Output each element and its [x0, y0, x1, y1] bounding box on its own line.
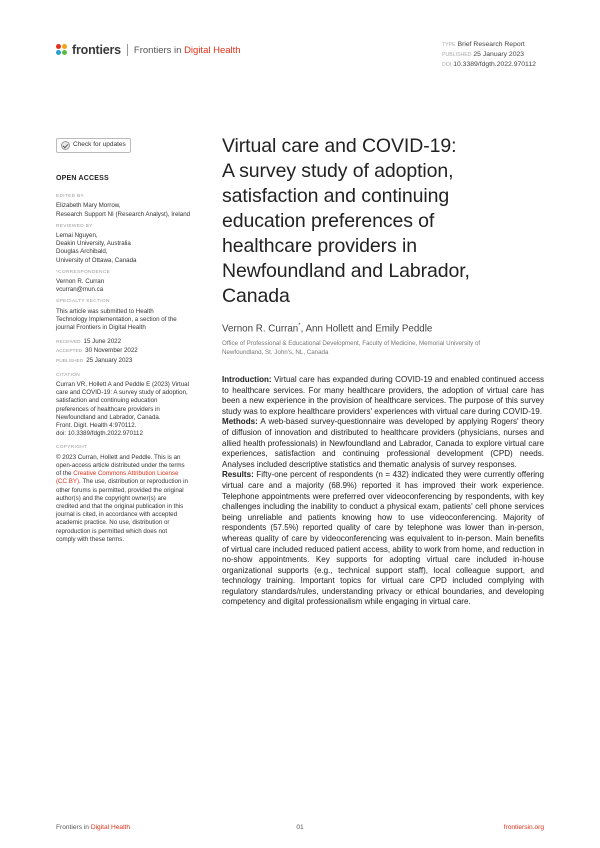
logo-divider: [127, 44, 128, 56]
journal-name: Frontiers in Digital Health: [133, 44, 241, 56]
journal-logo[interactable]: [56, 43, 241, 57]
published-date: PUBLISHED 25 January 2023: [56, 356, 133, 364]
citation-section: CITATION Curran VR, Hollett A and Peddle E (2023) Virtual care and COVID-19: A survey study of adoption, satisfaction and continuing education preferences of healthcare providers in Newfoundland and Labrador, Canada. Front. Digit. Health 4:970112. doi: 10.3389/fdgth.2022.970112: [56, 372, 214, 439]
abstract: [222, 375, 544, 608]
footer-journal[interactable]: Frontiers in Digital Health: [56, 824, 131, 831]
page-number: 01: [296, 824, 304, 831]
reviewed-by-section: REVIEWED BY Lemai Nguyen, Deakin University, Australia Douglas Archibald, University of Ottawa, Canada: [56, 223, 137, 264]
specialty-section: SPECIALTY SECTION This article was submitted to Health Technology Implementation, a section of the journal Frontiers in Digital Health: [56, 299, 177, 332]
frontiers-logo-icon: [56, 44, 68, 56]
meta-published: PUBLISHED 25 January 2023: [442, 51, 525, 58]
open-access-label: OPEN ACCESS: [56, 175, 109, 182]
correspondence-email[interactable]: vcurran@mun.ca: [56, 286, 104, 294]
footer-site-link[interactable]: frontiersin.org: [503, 824, 544, 831]
abstract-methods: Methods: A web-based survey-questionnaire was developed by applying Rogers' theory of diffusion of innovation and distributed to healthcare providers (physicians, nurses and allied health professionals) in Newfoundland and Labrador, Canada to explore virtual care experiences, satisfaction and continuing professional development (CPD) needs. Analyses included descriptive statistics and thematic analysis of survey responses.: [222, 417, 544, 469]
accepted-date: ACCEPTED 30 November 2022: [56, 347, 138, 355]
article-title: Virtual care and COVID-19: A survey study of adoption, satisfaction and continuing education preferences of healthcare providers in Newfoundland and Labrador, Canada: [222, 135, 470, 307]
affiliation: Office of Professional & Educational Development, Faculty of Medicine, Memorial University of Newfoundland, St. John's, NL, Canada: [222, 340, 481, 356]
abstract-results: Results: Fifty-one percent of respondents (n = 432) indicated they were currently offering virtual care and a majority (68.9%) reported it has improved their work experience. Telephone appointments were preferred over videoconferencing by respondents, with key challenges including the inability to conduct a physical exam, patients' cell phone services being unreliable and patients knowing how to use videoconferencing. Majority of respondents (57.5%) reported quality of care by telephone was lower than in-person, whereas quality of care by videoconferencing was equivalent to in-person. Main benefits of virtual care included reduced patient access, ability to work from home, and reduction in no-show appointments. Key supports for adopting virtual care included in-house organizational supports (e.g., technical support staff), local colleague support, and technology training. Important topics for virtual care CPD included complying with regulatory standards/rules, understanding privacy or ethical boundaries, and developing competency and digital professionalism while engaging in virtual care.: [222, 470, 544, 607]
author-list: Vernon R. Curran*, Ann Hollett and Emily Peddle: [222, 323, 433, 335]
copyright-section: COPYRIGHT © 2023 Curran, Hollett and Peddle. This is an open-access article distributed under the terms of the Creative Commons Attribution License (CC BY). The use, distribution or reproduction in other forums is permitted, provided the original author(s) and the copyright owner(s) are credited and that the original publication in this journal is cited, in accordance with accepted academic practice. No use, distribution or reproduction is permitted which does not comply with these terms.: [56, 445, 188, 543]
brand-name: frontiers: [72, 43, 121, 57]
article-heading: [222, 134, 542, 357]
abstract-introduction: Introduction: Virtual care has expanded during COVID-19 and enabled continued access to healthcare services. For many healthcare providers, the adoption of virtual care has been a new experience in the provision of healthcare services. The purpose of this survey study was to explore healthcare providers' experiences with virtual care during COVID-19.: [222, 375, 544, 416]
received-date: RECEIVED 15 June 2022: [56, 338, 122, 346]
dates-section: [56, 338, 214, 366]
article-sidebar: [56, 138, 214, 547]
cc-by-link[interactable]: (CC BY): [56, 478, 80, 486]
edited-by-section: EDITED BY Elizabeth Mary Morrow, Research Support NI (Research Analyst), Ireland: [56, 194, 191, 218]
citation-doi[interactable]: doi: 10.3389/fdgth.2022.970112: [56, 430, 143, 438]
cc-license-link[interactable]: Creative Commons Attribution License: [73, 470, 179, 478]
page-header: [56, 40, 560, 70]
author-link[interactable]: Vernon R. Curran: [222, 323, 299, 335]
check-updates-button[interactable]: Check for updates: [56, 138, 131, 153]
check-circle-icon: [61, 141, 70, 150]
article-meta: [442, 40, 560, 70]
meta-doi[interactable]: DOI 10.3389/fdgth.2022.970112: [442, 61, 536, 68]
meta-type: TYPE Brief Research Report: [442, 41, 525, 48]
correspondence-section: *CORRESPONDENCE Vernon R. Curran vcurran@mun.ca: [56, 269, 214, 295]
